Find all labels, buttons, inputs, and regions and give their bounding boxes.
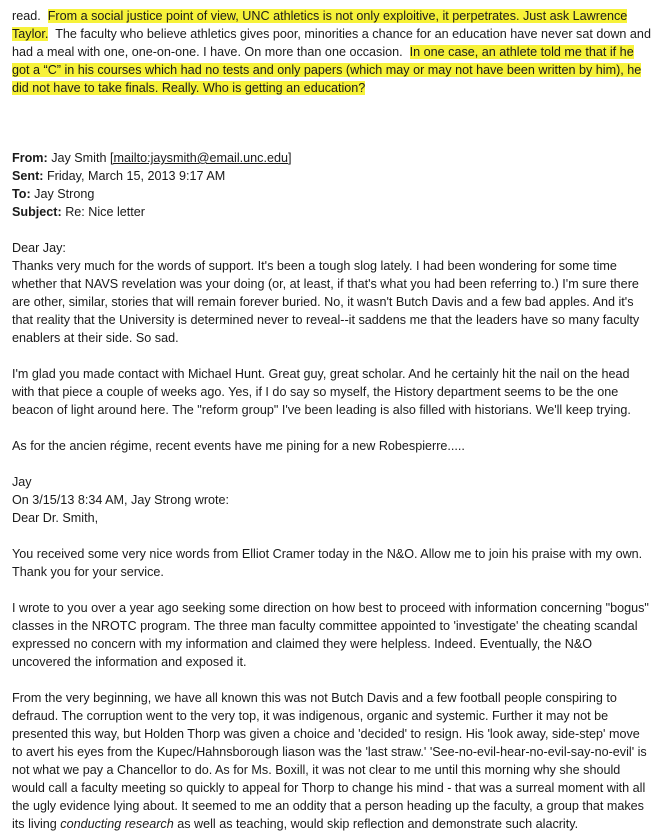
sent-value: Friday, March 15, 2013 9:17 AM [46, 169, 226, 183]
subject-label: Subject: [12, 205, 62, 219]
reply-signoff: Jay [12, 475, 32, 489]
original-p3-emphasis: conducting research [60, 817, 174, 831]
subject-value: Re: Nice letter [65, 205, 145, 219]
mailto-link[interactable]: [mailto:jaysmith@email.unc.edu] [109, 151, 292, 165]
from-name: Jay Smith [51, 151, 107, 165]
from-row [12, 149, 652, 167]
reply-paragraph-1: Thanks very much for the words of support. It's been a tough slog lately. I had been wondering for some time whether that NAVS revelation was your doing (or, at least, if that's what you had been referring to.) I'm sure there are other, similar, stories that will remain forever buried. No, it wasn't Butch Davis and a few bad apples. And it's that reality that the University is determined never to reveal--it saddens me that the leaders have so many faculty enablers at their side. So sad. [12, 259, 640, 345]
highlight-taylor: From a social justice point of view, UNC athletics is not only exploitive, it perpetrates. Just ask Lawrence Taylor. [12, 9, 628, 41]
original-paragraph-2: I wrote to you over a year ago seeking some direction on how best to proceed with information concerning "bogus" classes in the NROTC program. The three man faculty committee appointed to 'investigate' the cheating scandal expressed no concern with my information and claimed they were helpless. Indeed. Eventually, the N&O uncovered the information and exposed it. [12, 601, 649, 669]
sent-row [12, 167, 652, 185]
to-row [12, 185, 652, 203]
document-page [12, 7, 652, 833]
quote-attribution: On 3/15/13 8:34 AM, Jay Strong wrote: [12, 493, 230, 507]
to-label: To: [12, 187, 31, 201]
original-paragraph-1: You received some very nice words from Elliot Cramer today in the N&O. Allow me to join his praise with my own. Thank you for your service. [12, 547, 643, 579]
quote-greeting: Dear Dr. Smith, [12, 511, 99, 525]
original-p3-after: as well as teaching, would skip reflection and demonstrate such alacrity. [177, 817, 579, 831]
original-paragraph-3 [12, 689, 652, 833]
original-p3-before: From the very beginning, we have all known this was not Butch Davis and a few football people conspiring to defraud. The corruption went to the very top, it was indigenous, organic and systemic. Further it may not be presented this way, but Holden Thorp was given a choice and 'decided' to resign. His 'look away, side-step' move to avert his eyes from the Kupec/Hahnsborough liason was the 'last straw.' 'See-no-evil-hear-no-evil-say-no-evil' is not what we pay a Chancellor to do. As for Ms. Boxill, it was not clear to me until this morning why she should would call a faculty meeting so quickly to appeal for Thorp to change his mind - that was a surreal moment with all the ugly evidence lying about. It seemed to me an oddity that a person heading up the faculty, a group that makes its living [12, 691, 647, 831]
subject-row [12, 203, 652, 221]
to-value: Jay Strong [34, 187, 95, 201]
intro-lead: read. [12, 9, 41, 23]
from-label: From: [12, 151, 48, 165]
email-header [12, 149, 652, 221]
intro-paragraph [12, 7, 652, 97]
highlight-finals: In one case, an athlete told me that if he got a “C” in his courses which had no tests and only papers (which may or may not have been written by him), he did not have to take finals. Really. Who is getting an education? [12, 45, 642, 95]
reply-paragraph-2: I'm glad you made contact with Michael Hunt. Great guy, great scholar. And he certainly hit the nail on the head with that piece a couple of weeks ago. Yes, if I do say so myself, the History department seems to be the one beacon of light around here. The "reform group" I've been leading is also filled with historians. We'll keep trying. [12, 367, 631, 417]
reply-greeting: Dear Jay: [12, 241, 66, 255]
intro-middle: The faculty who believe athletics gives poor, minorities a chance for an education have never sat down and had a meal with one, one-on-one. I have. On more than one occasion. [12, 27, 651, 59]
sent-label: Sent: [12, 169, 44, 183]
reply-paragraph-3: As for the ancien régime, recent events have me pining for a new Robespierre..... [12, 439, 465, 453]
